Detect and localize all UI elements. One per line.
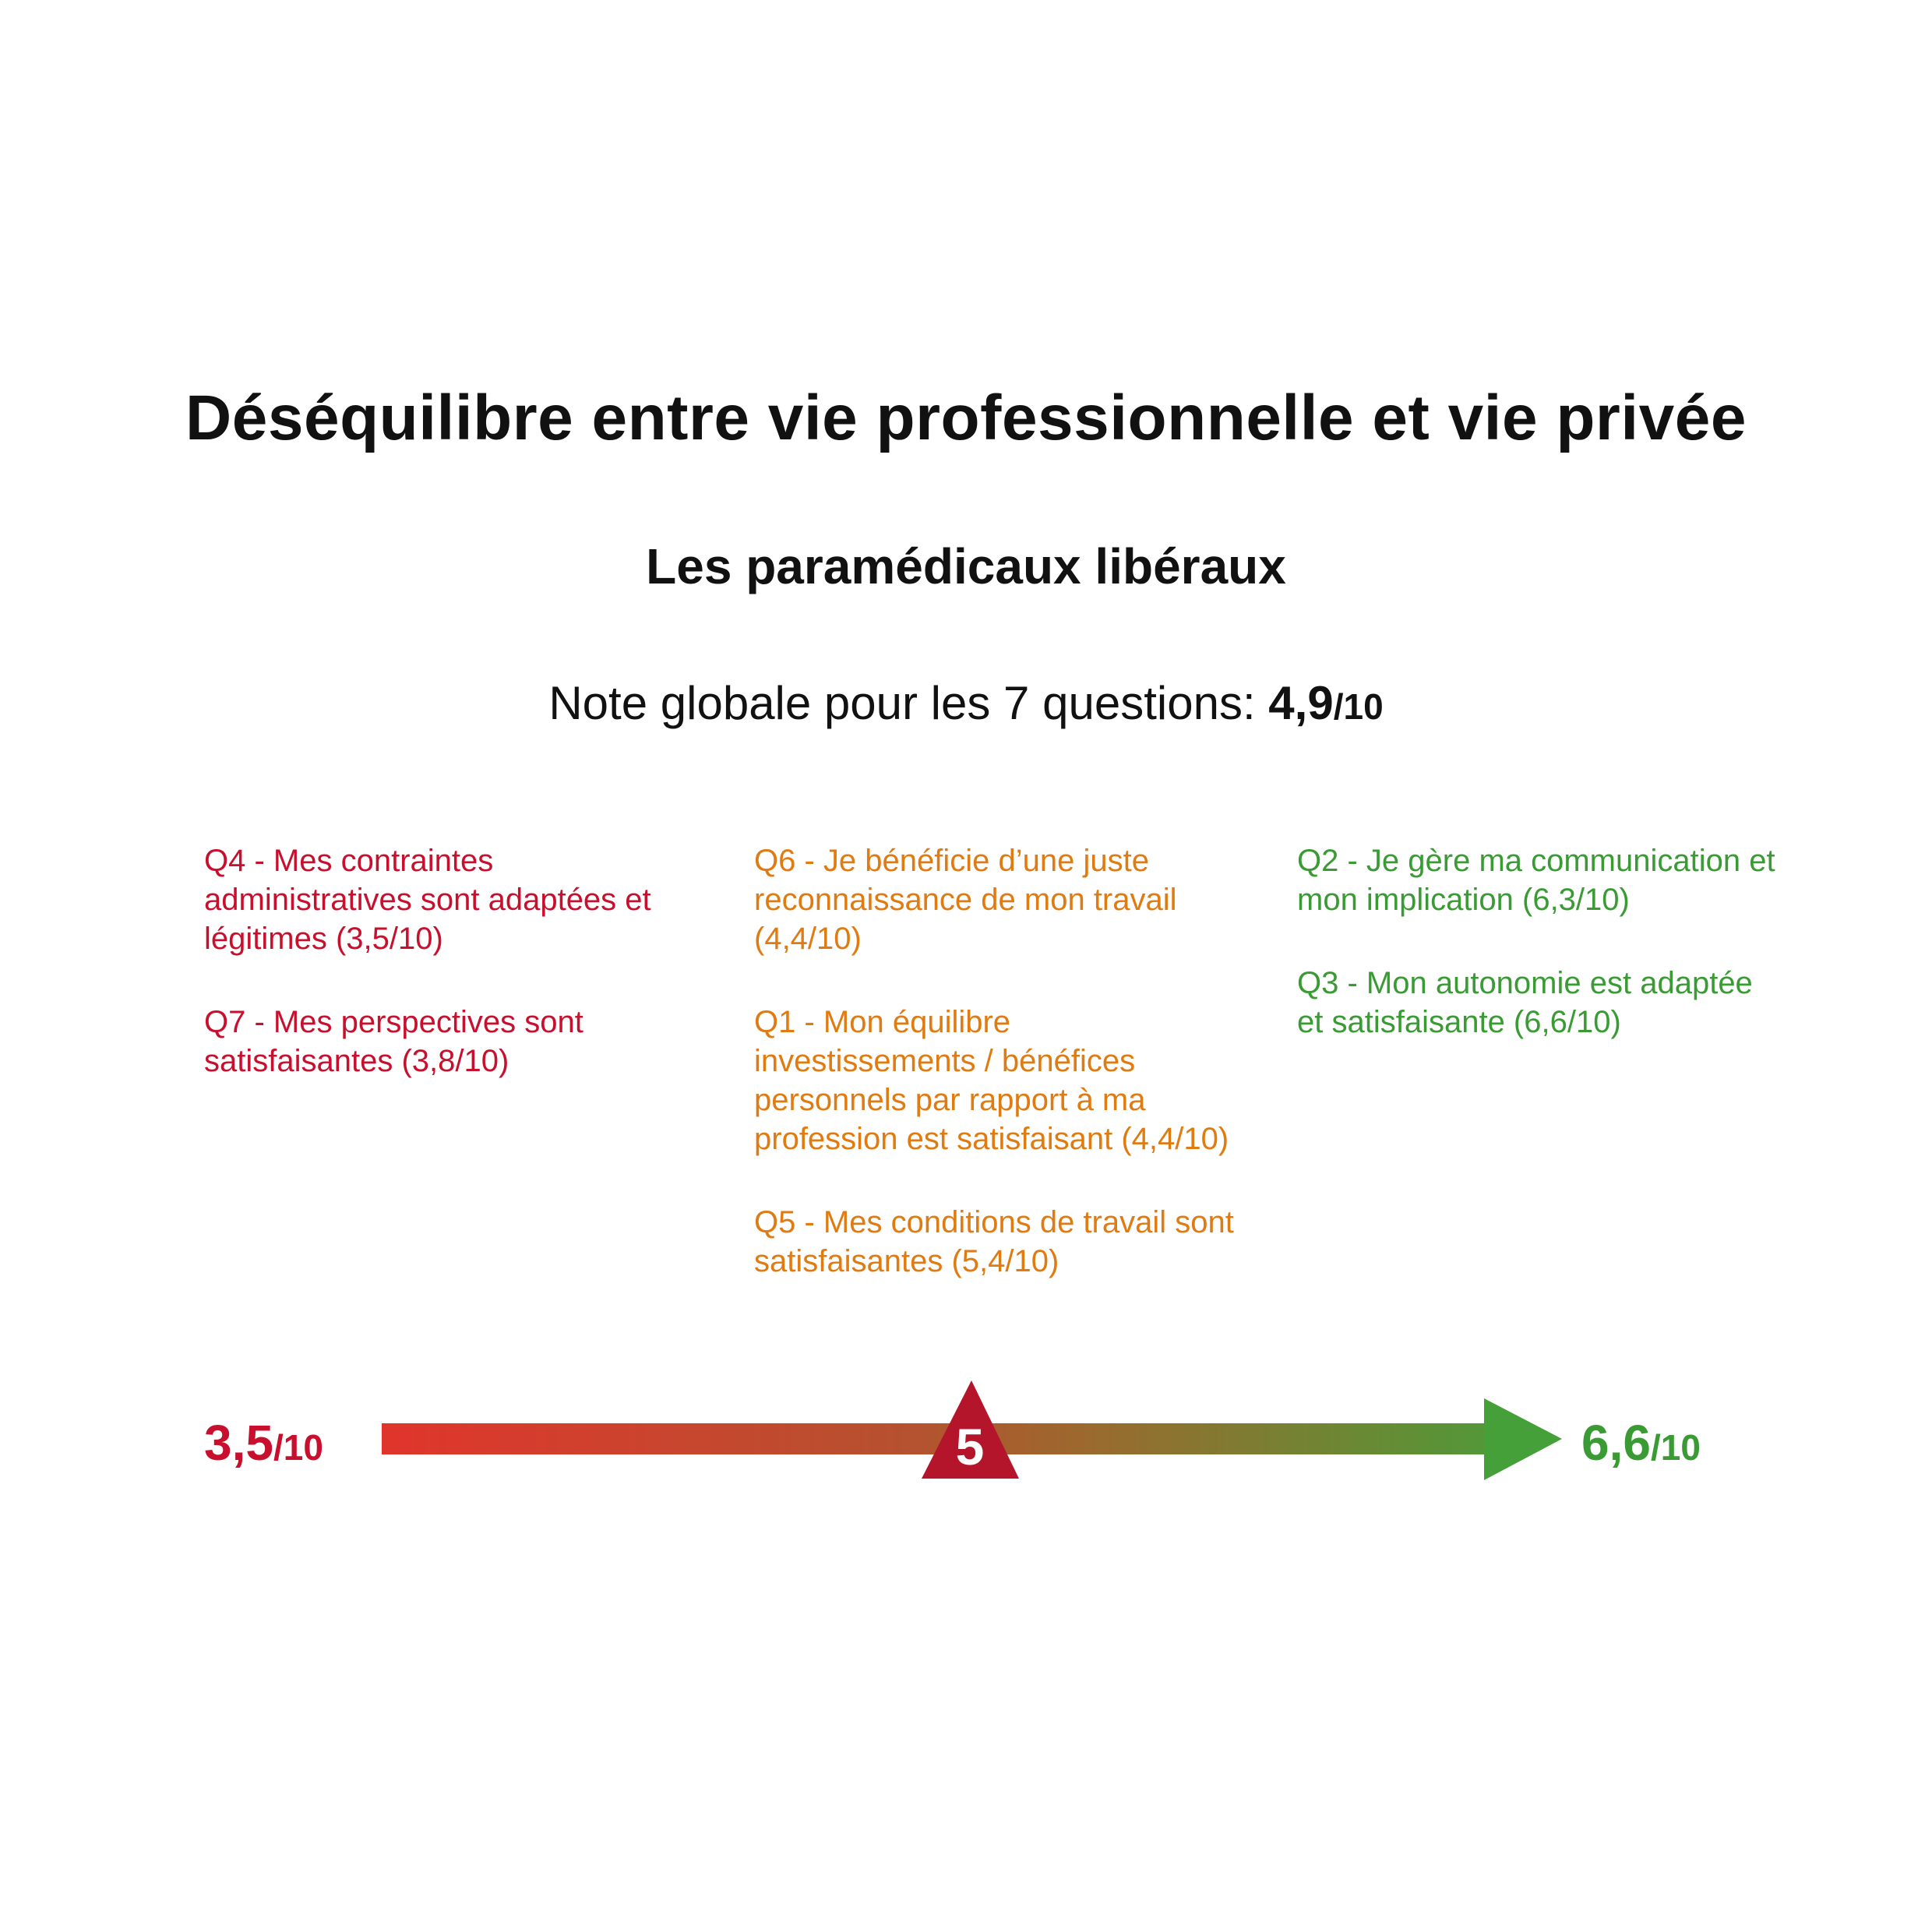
question-item-q3: Q3 - Mon autonomie est adaptée et satisfaisante (6,6/10) bbox=[1297, 966, 1753, 1039]
question-item-q4: Q4 - Mes contraintes administratives sont adaptées et légitimes (3,5/10) bbox=[204, 844, 651, 956]
question-item-q7: Q7 - Mes perspectives sont satisfaisantes (3,8/10) bbox=[204, 1005, 583, 1078]
question-item-q2: Q2 - Je gère ma communication et mon implication (6,3/10) bbox=[1297, 844, 1775, 917]
scale-min-suffix: /10 bbox=[273, 1427, 323, 1468]
global-score-value: 4,9 bbox=[1268, 677, 1334, 729]
scale-arrowhead bbox=[1484, 1398, 1562, 1480]
page-title: Déséquilibre entre vie professionnelle et vie privée bbox=[185, 383, 1747, 453]
question-item-q1: Q1 - Mon équilibre investissements / bénéfices personnels par rapport à ma profession est satisfaisant (4,4/10) bbox=[754, 1005, 1229, 1156]
scale-max-value: 6,6 bbox=[1581, 1415, 1651, 1471]
page-subtitle: Les paramédicaux libéraux bbox=[646, 538, 1286, 594]
scale-max-suffix: /10 bbox=[1650, 1427, 1701, 1468]
global-score-label: Note globale pour les 7 questions: bbox=[548, 677, 1269, 729]
question-item-q5: Q5 - Mes conditions de travail sont satisfaisantes (5,4/10) bbox=[754, 1205, 1234, 1278]
global-score-max: /10 bbox=[1333, 686, 1384, 727]
question-item-q6: Q6 - Je bénéficie d’une juste reconnaissance de mon travail (4,4/10) bbox=[754, 844, 1177, 956]
midpoint-marker-label: 5 bbox=[955, 1418, 985, 1475]
scale-min-value: 3,5 bbox=[204, 1415, 273, 1471]
